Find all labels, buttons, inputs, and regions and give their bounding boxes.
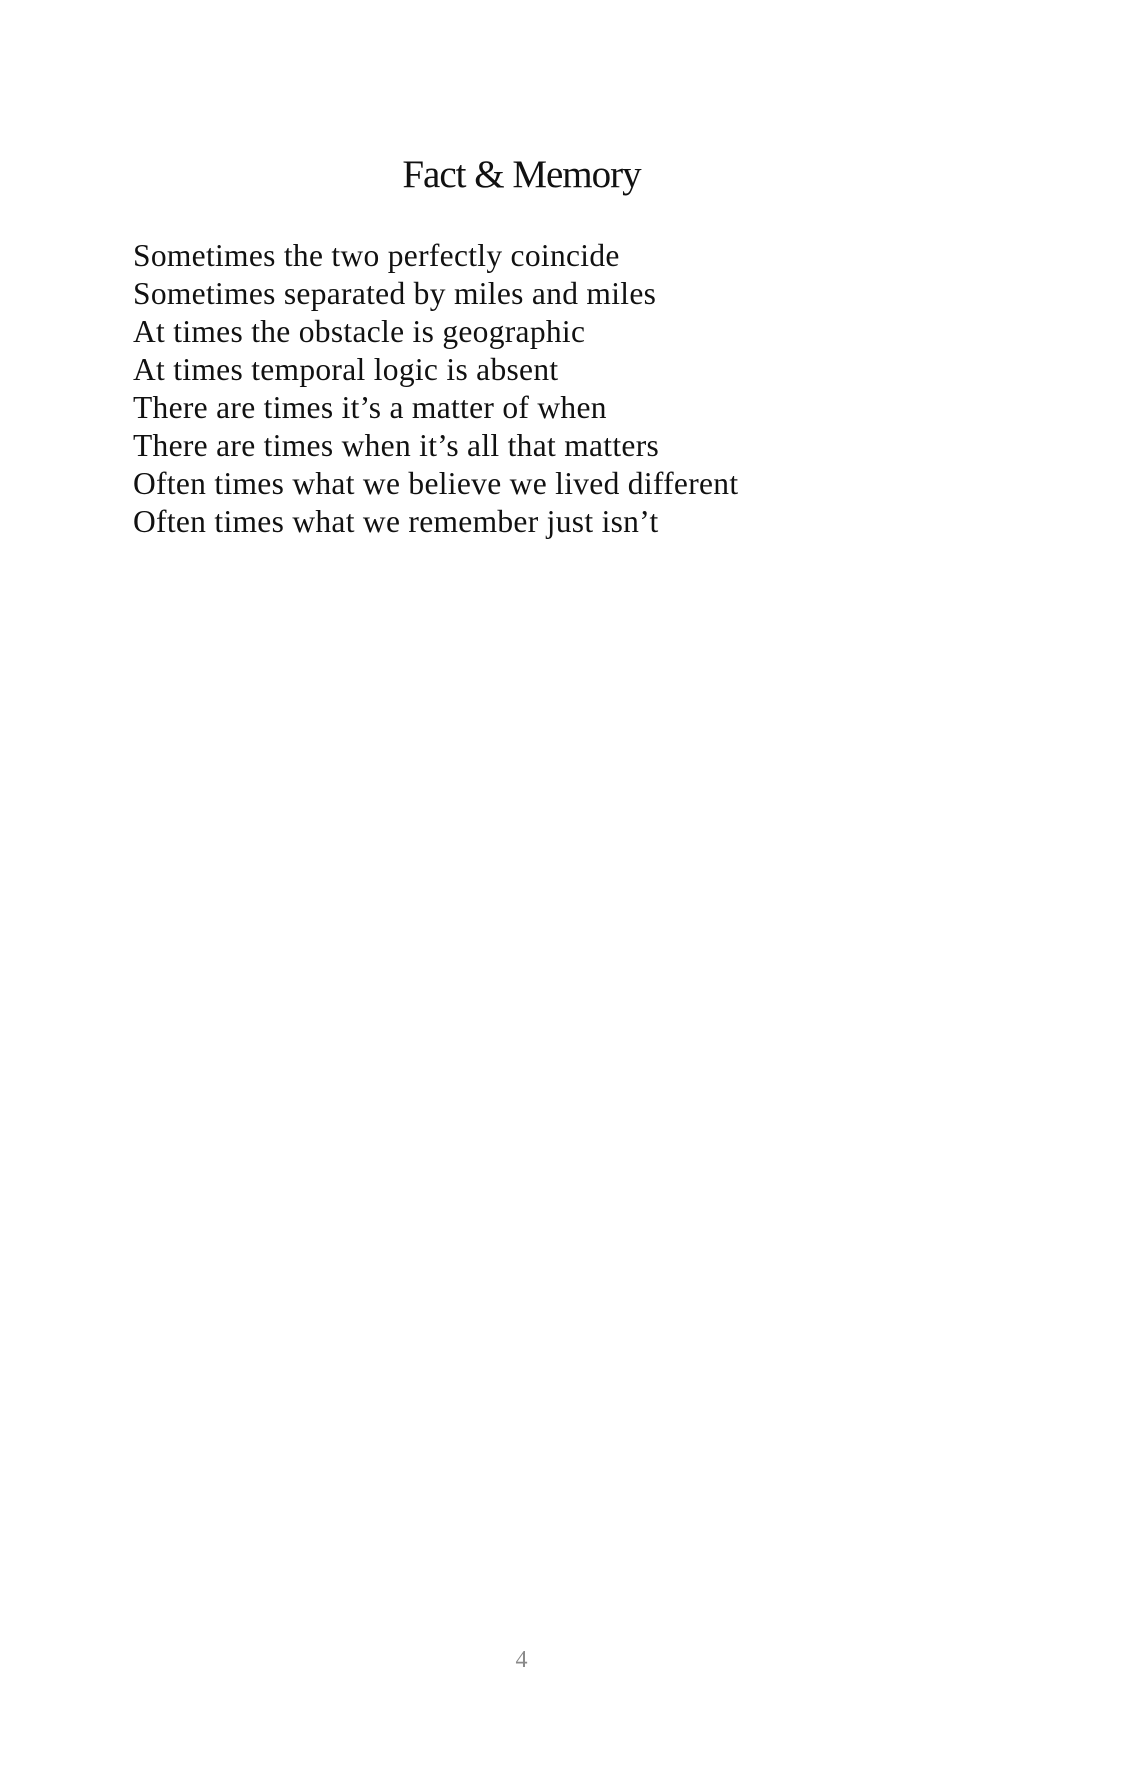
poem-line-6: There are times when it’s all that matters xyxy=(133,428,660,463)
poem-line-1: Sometimes the two perfectly coincide xyxy=(133,238,620,273)
poem-line-8: Often times what we remember just isn’t xyxy=(133,504,659,539)
poem-line-2: Sometimes separated by miles and miles xyxy=(133,276,657,311)
poem-line-7: Often times what we believe we lived different xyxy=(133,466,739,501)
poem-line-3: At times the obstacle is geographic xyxy=(133,314,586,349)
poem-line-4: At times temporal logic is absent xyxy=(133,352,559,387)
poem-line-5: There are times it’s a matter of when xyxy=(133,390,607,425)
poem-title: Fact & Memory xyxy=(402,153,641,196)
poem-body xyxy=(133,237,738,541)
page-number: 4 xyxy=(515,1647,528,1673)
